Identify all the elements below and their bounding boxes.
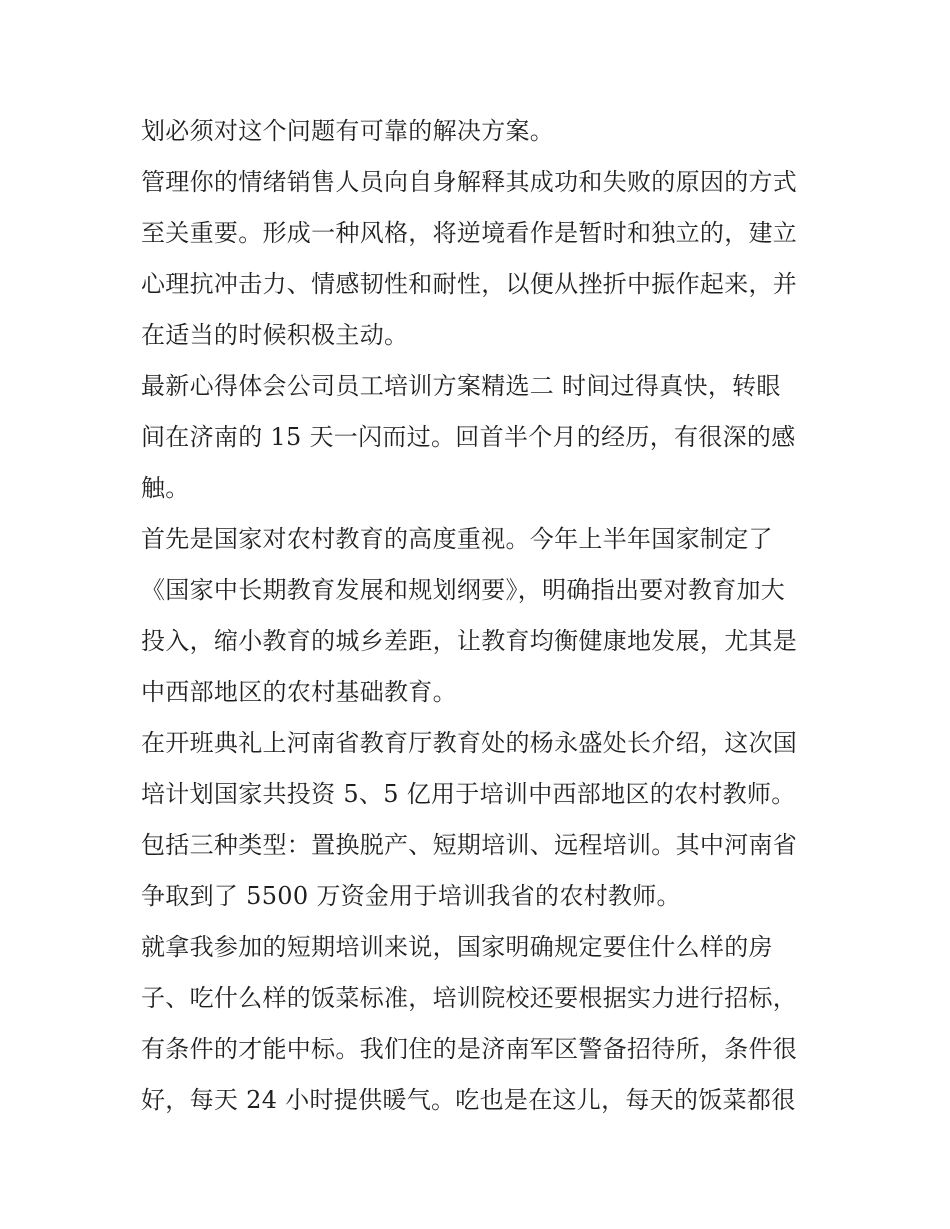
text-line: 管理你的情绪销售人员向自身解释其成功和失败的原因的方式: [141, 168, 798, 196]
text-line: 在适当的时候积极主动。: [141, 321, 409, 349]
text-line: 在开班典礼上河南省教育厅教育处的杨永盛处长介绍，这次国: [141, 729, 798, 757]
text-line: 包括三种类型：置换脱产、短期培训、远程培训。其中河南省: [141, 831, 798, 859]
text-line: 培计划国家共投资 5、5 亿用于培训中西部地区的农村教师。: [141, 780, 796, 808]
text-line: 至关重要。形成一种风格，将逆境看作是暂时和独立的，建立: [141, 219, 798, 247]
text-line: 好，每天 24 小时提供暖气。吃也是在这儿，每天的饭菜都很: [141, 1086, 796, 1114]
text-line: 子、吃什么样的饭菜标准，培训院校还要根据实力进行招标，: [141, 984, 798, 1012]
text-line: 就拿我参加的短期培训来说，国家明确规定要住什么样的房: [141, 933, 773, 961]
text-line: 间在济南的 15 天一闪而过。回首半个月的经历，有很深的感: [141, 423, 796, 451]
text-line: 争取到了 5500 万资金用于培训我省的农村教师。: [141, 882, 681, 910]
text-line: 触。: [141, 474, 190, 502]
text-line: 有条件的才能中标。我们住的是济南军区警备招待所，条件很: [141, 1035, 798, 1063]
text-line: 投入，缩小教育的城乡差距，让教育均衡健康地发展，尤其是: [141, 627, 798, 655]
text-line: 最新心得体会公司员工培训方案精选二 时间过得真快，转眼: [141, 372, 781, 400]
document-body: [141, 106, 821, 1126]
text-line: 《国家中长期教育发展和规划纲要》，明确指出要对教育加大: [141, 576, 786, 604]
text-line: 划必须对这个问题有可靠的解决方案。: [141, 117, 555, 145]
text-line: 首先是国家对农村教育的高度重视。今年上半年国家制定了: [141, 525, 773, 553]
text-line: 心理抗冲击力、情感韧性和耐性，以便从挫折中振作起来，并: [141, 270, 798, 298]
text-line: 中西部地区的农村基础教育。: [141, 678, 457, 706]
